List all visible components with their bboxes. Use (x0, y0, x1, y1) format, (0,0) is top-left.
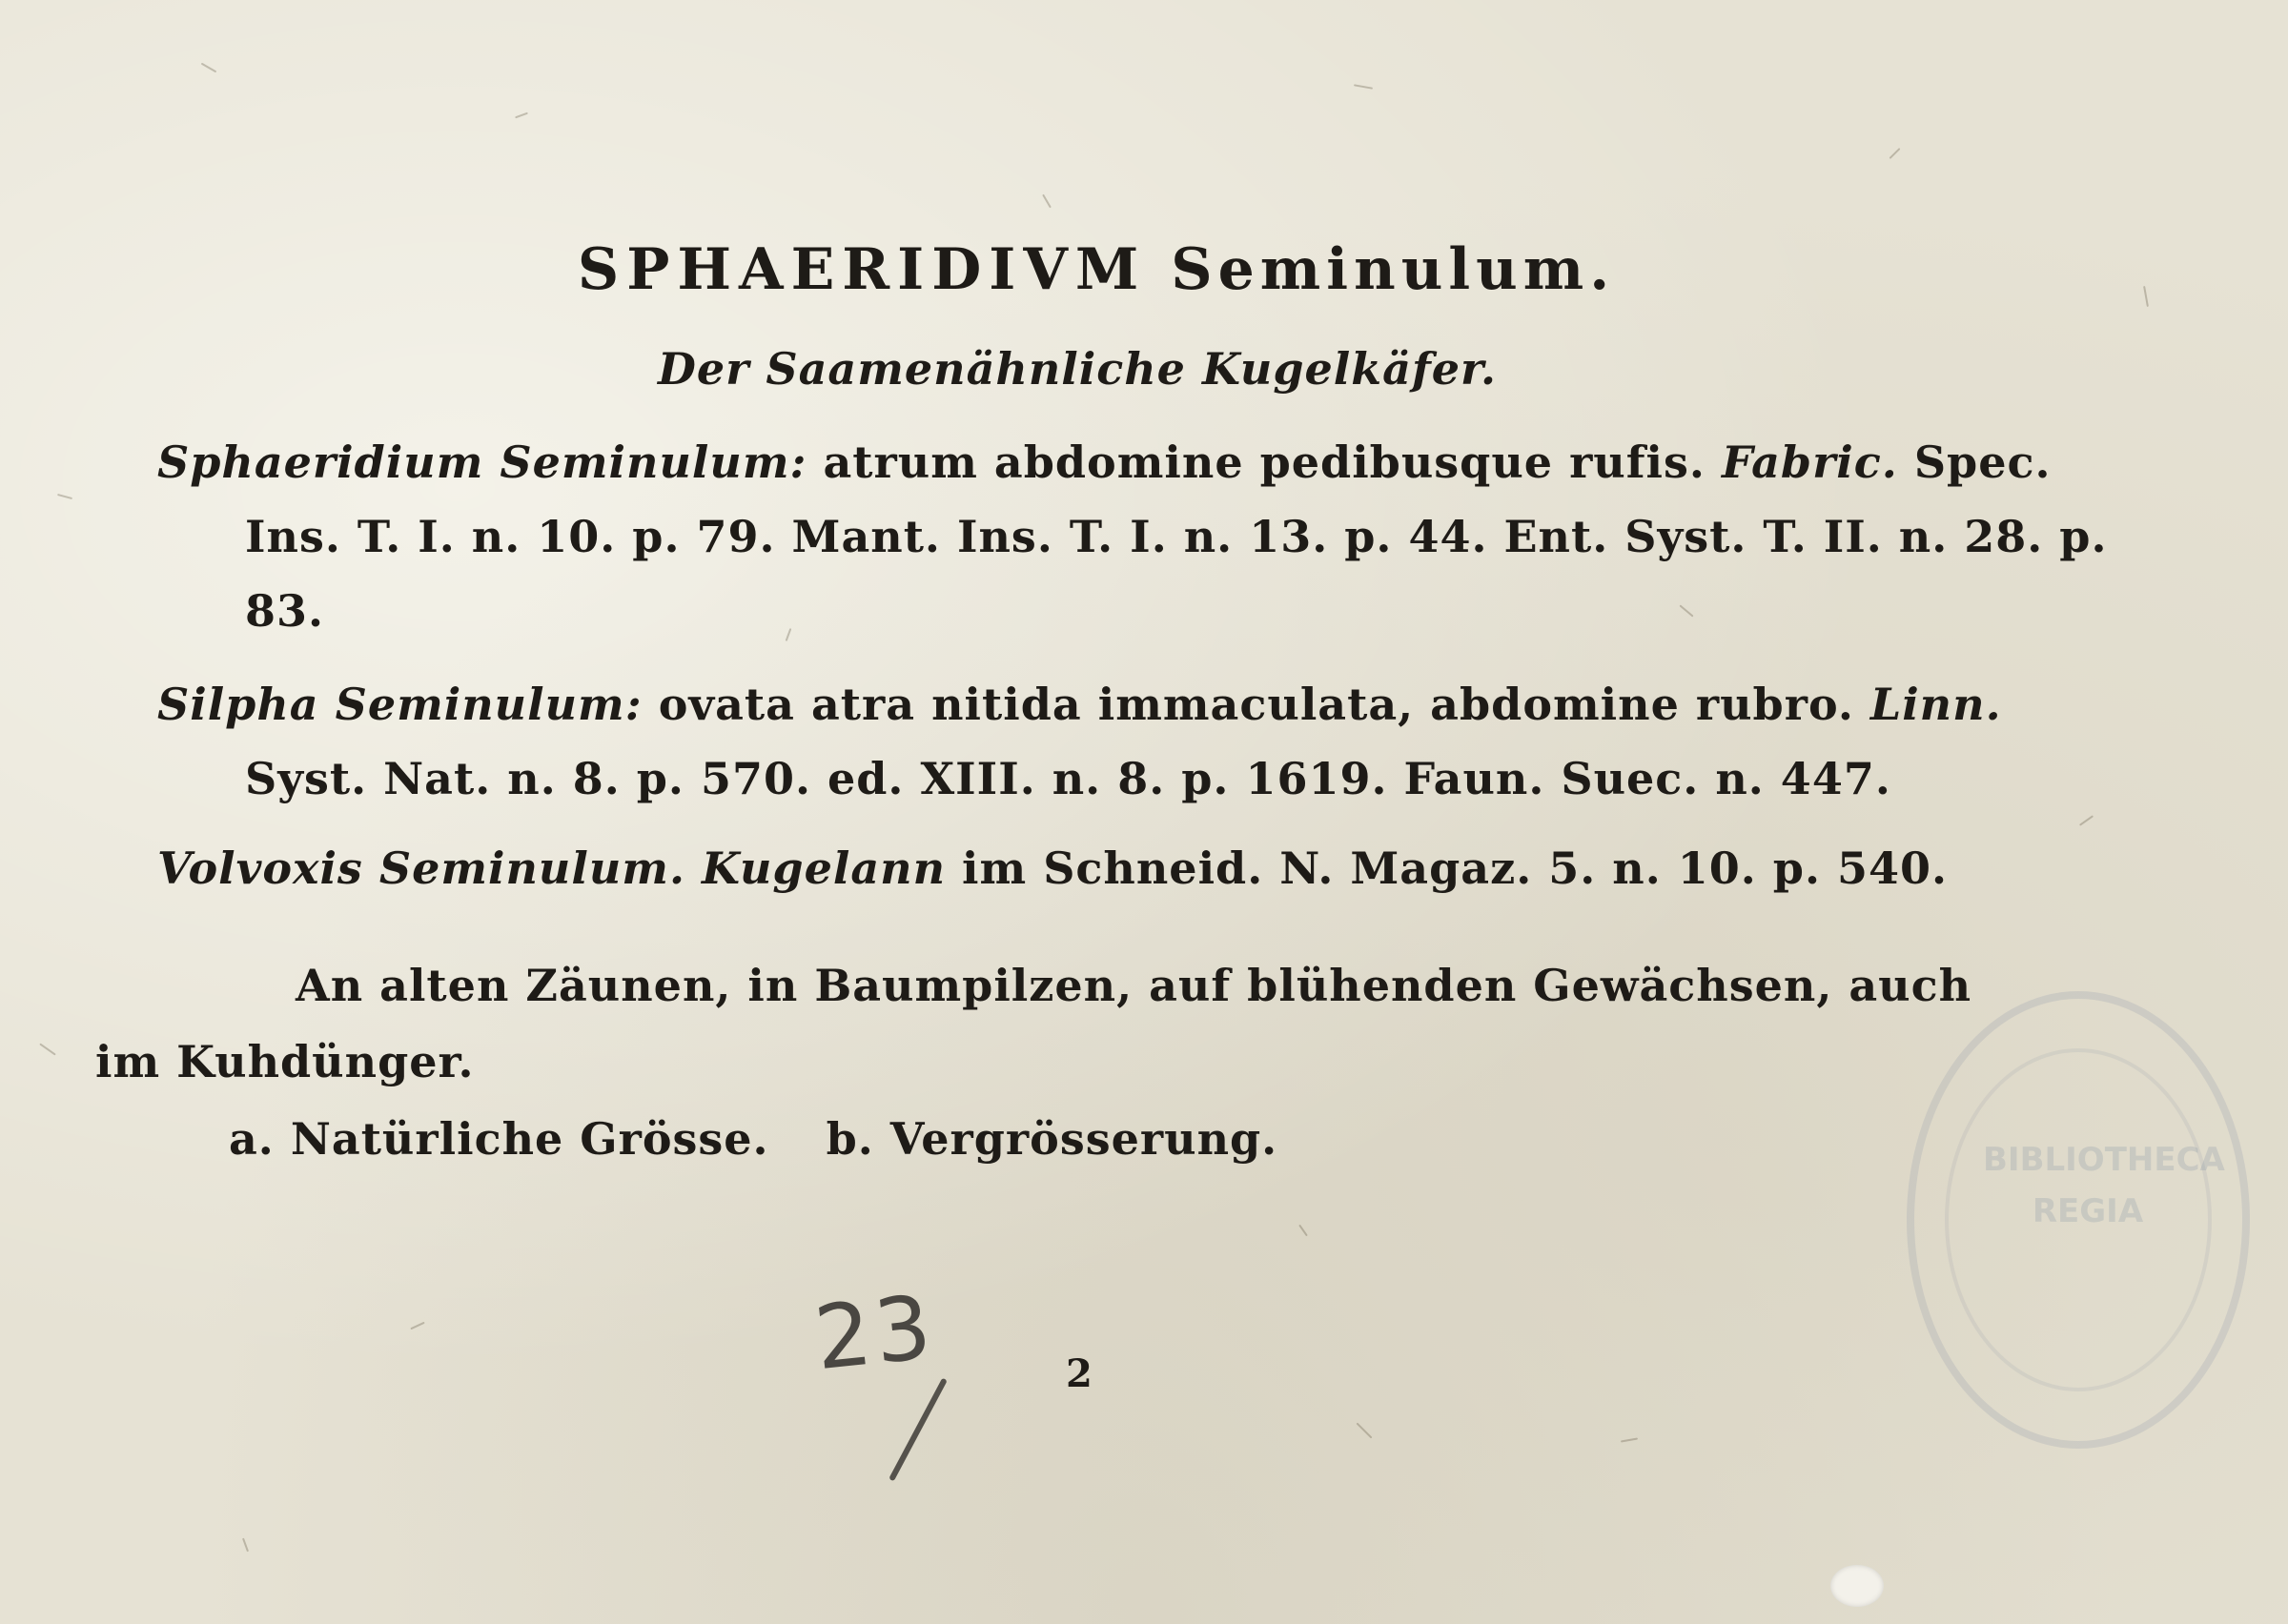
title-species: Seminulum. (1171, 236, 1616, 303)
paper-fiber (1042, 194, 1052, 209)
synonym-description: atrum abdomine pedibusque rufis. (807, 436, 1722, 488)
synonym-author: Fabric. (1721, 436, 1898, 488)
paper-fiber (201, 63, 217, 73)
synonym-name: Volvoxis Seminulum. (157, 842, 685, 894)
synonym-description (685, 842, 702, 894)
synonym-description: ovata atra nitida immaculata, abdomine rubro. (642, 679, 1870, 730)
synonym-references: Syst. Nat. n. 8. p. 570. ed. XIII. n. 8. p. 1619. Faun. Suec. n. 447. (245, 753, 1891, 804)
signature-mark: 2 (1066, 1351, 1093, 1396)
synonym-author: Kugelann (702, 842, 947, 894)
habitat-paragraph: An alten Zäunen, in Baumpilzen, auf blühenden Gewächsen, auch im Kuhdünger. (95, 960, 1972, 1087)
paper-fiber (1298, 1225, 1308, 1237)
page-title (0, 236, 2240, 303)
title-genus: SPHAERIDIVM (577, 236, 1147, 303)
figure-a-label: a. Natürliche Grösse. (229, 1113, 769, 1165)
synonym-name: Silpha Seminulum: (157, 679, 643, 730)
paper-fiber (242, 1538, 249, 1553)
synonym-author: Linn. (1869, 679, 2002, 730)
handwritten-stroke (889, 1378, 948, 1482)
handwritten-number: 23 (809, 1275, 940, 1391)
synonym-entry (157, 831, 2123, 905)
paper-fiber (2079, 815, 2094, 825)
synonym-references: im Schneid. N. Magaz. 5. n. 10. p. 540. (946, 842, 1949, 894)
paper-hole (1830, 1565, 1884, 1607)
paper-fiber (1889, 148, 1900, 159)
paper-fiber (410, 1322, 424, 1330)
paper-fiber (1357, 1423, 1373, 1439)
paper-fiber (39, 1043, 56, 1055)
paper-fiber (57, 494, 72, 499)
synonym-entry (157, 667, 2123, 816)
synonym-entry (157, 425, 2123, 648)
figure-legend (229, 1113, 1277, 1165)
paper-fiber (1354, 84, 1373, 89)
library-stamp-text: BIBLIOTHECA REGIA (1983, 1141, 2225, 1230)
paper-fiber (1621, 1437, 1638, 1442)
paper-fiber (515, 112, 528, 119)
synonym-name: Sphaeridium Seminulum: (157, 436, 807, 488)
figure-b-label: b. Vergrösserung. (826, 1113, 1278, 1165)
page-subtitle: Der Saamenähnliche Kugelkäfer. (657, 343, 1498, 395)
synonym-references: Spec. Ins. T. I. n. 10. p. 79. Mant. Ins. T. I. n. 13. p. 44. Ent. Syst. T. II. n. 28. p. 83. (245, 436, 2108, 637)
